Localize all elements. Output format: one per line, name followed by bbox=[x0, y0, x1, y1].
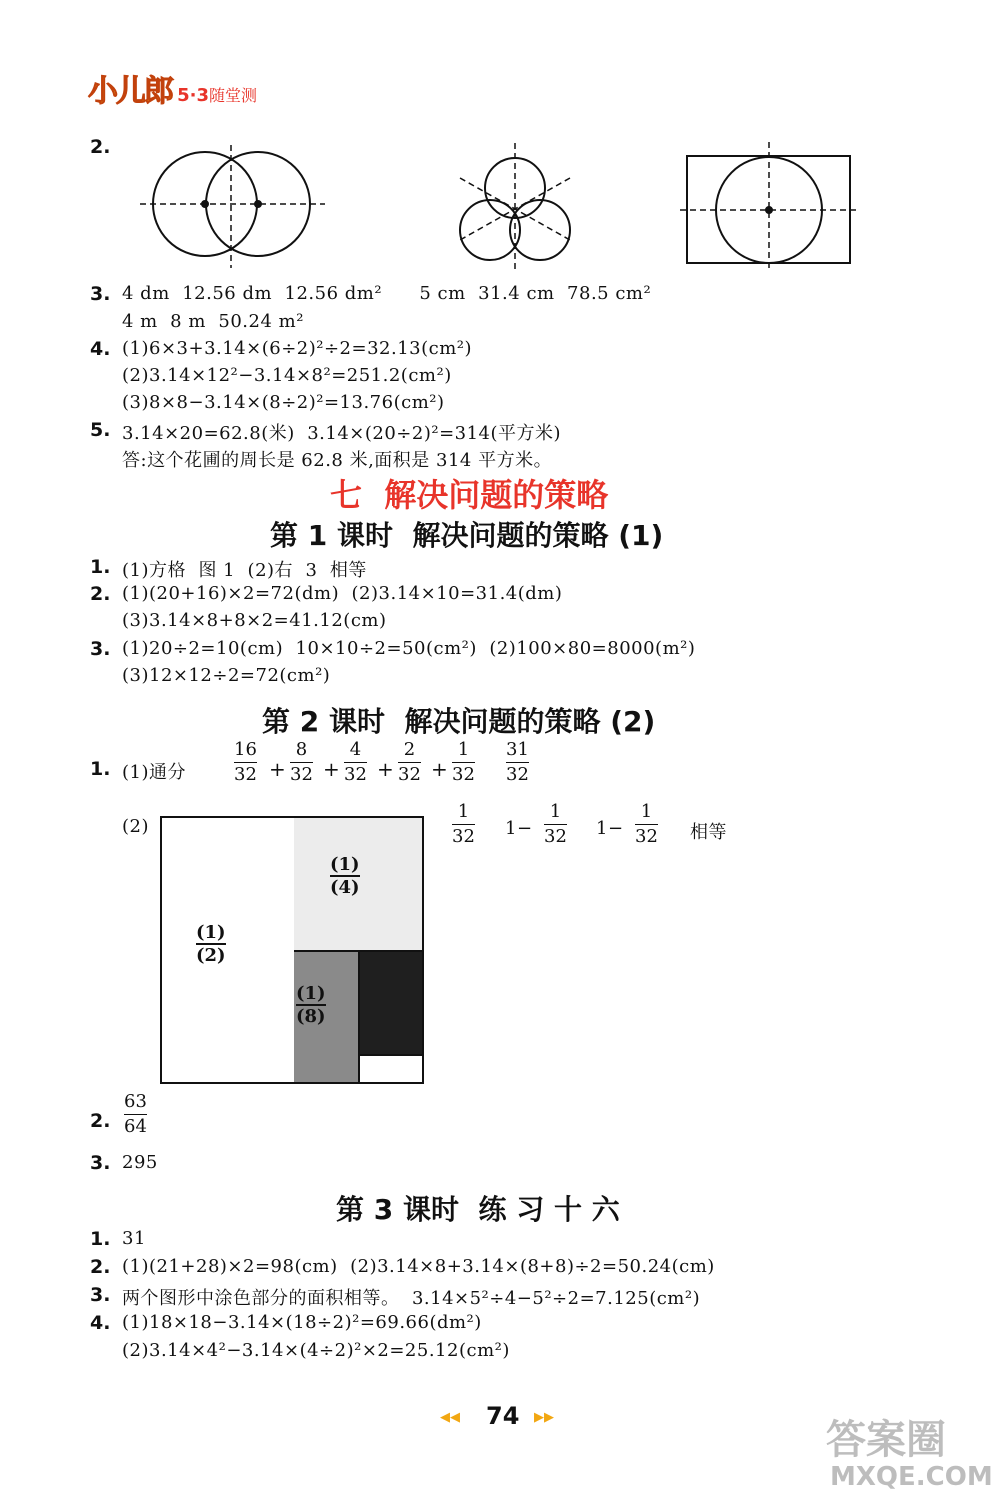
l3-q3-number: 3. bbox=[90, 1284, 111, 1306]
fraction-8-32: 8 32 bbox=[290, 739, 313, 785]
quarter-label: (1) (4) bbox=[330, 854, 360, 898]
fraction-1-32: 1 32 bbox=[635, 801, 658, 847]
brand-name: 小儿郎 bbox=[88, 74, 172, 109]
watermark-url: MXQE.COM bbox=[830, 1462, 993, 1492]
square-circle-figure bbox=[680, 142, 860, 272]
chapter-title: 七 解决问题的策略 bbox=[330, 476, 609, 514]
l1-q1-answer: (1)方格 图 1 (2)右 3 相等 bbox=[122, 560, 367, 581]
q4-line1: (1)6×3+3.14×(6÷2)²÷2=32.13(cm²) bbox=[122, 338, 473, 359]
right-arrows-icon: ▶▶ bbox=[534, 1410, 554, 1425]
center-dot bbox=[766, 207, 772, 213]
l3-q4-number: 4. bbox=[90, 1312, 111, 1334]
remaining-region bbox=[360, 1056, 422, 1082]
plus-sign: + bbox=[323, 757, 340, 781]
brand-logo bbox=[88, 66, 257, 110]
l3-q2-answer: (1)(21+28)×2=98(cm) (2)3.14×8+3.14×(8+8)÷2=50.24(cm) bbox=[122, 1256, 715, 1277]
l1-q2-line1: (1)(20+16)×2=72(dm) (2)3.14×10=31.4(dm) bbox=[122, 583, 563, 604]
q3-line1: 4 dm 12.56 dm 12.56 dm² 5 cm 31.4 cm 78.5 cm² bbox=[122, 283, 652, 304]
half-region bbox=[162, 818, 296, 1082]
fraction-16-32: 16 32 bbox=[234, 739, 257, 785]
question-4-number: 4. bbox=[90, 338, 111, 360]
l3-q4-line1: (1)18×18−3.14×(18÷2)²=69.66(dm²) bbox=[122, 1312, 482, 1333]
fraction-1-32: 1 32 bbox=[452, 801, 475, 847]
center-dot bbox=[255, 201, 261, 207]
l1-q1-number: 1. bbox=[90, 556, 111, 578]
watermark-logo: 答案圈 bbox=[826, 1417, 946, 1463]
circle-diagrams bbox=[130, 140, 870, 275]
half-label: (1) (2) bbox=[196, 922, 226, 966]
q5-line1: 3.14×20=62.8(米) 3.14×(20÷2)²=314(平方米) bbox=[122, 423, 562, 444]
plus-sign: + bbox=[377, 757, 394, 781]
question-2-number: 2. bbox=[90, 136, 111, 158]
equal-word: 相等 bbox=[690, 822, 727, 843]
l3-q1-answer: 31 bbox=[122, 1228, 146, 1249]
center-dot bbox=[202, 201, 208, 207]
lesson-3-title: 第 3 课时 练 习 十 六 bbox=[336, 1193, 620, 1226]
l2-q3-number: 3. bbox=[90, 1152, 111, 1174]
l1-q3-line2: (3)12×12÷2=72(cm²) bbox=[122, 665, 331, 686]
question-3-number: 3. bbox=[90, 283, 111, 305]
lesson-2-title: 第 2 课时 解决问题的策略 (2) bbox=[262, 705, 656, 738]
fraction-31-32: 31 32 bbox=[506, 739, 529, 785]
q5-answer: 答:这个花圃的周长是 62.8 米,面积是 314 平方米。 bbox=[122, 450, 553, 471]
l2-q1-part1-label: (1)通分 bbox=[122, 762, 186, 783]
question-5-number: 5. bbox=[90, 419, 111, 441]
fraction-4-32: 4 32 bbox=[344, 739, 367, 785]
l2-q2-number: 2. bbox=[90, 1110, 111, 1132]
one-minus: 1− bbox=[505, 818, 533, 839]
fraction-63-64: 63 64 bbox=[124, 1091, 147, 1137]
l3-q3-answer: 两个图形中涂色部分的面积相等。 3.14×5²÷4−5²÷2=7.125(cm²) bbox=[122, 1288, 701, 1309]
three-circles-figure bbox=[460, 143, 570, 270]
two-circles-figure bbox=[140, 145, 325, 268]
brand-subtitle: 随堂测 bbox=[208, 86, 257, 105]
page-number: 74 bbox=[486, 1402, 520, 1430]
l2-q3-answer: 295 bbox=[122, 1152, 158, 1173]
l3-q1-number: 1. bbox=[90, 1228, 111, 1250]
left-arrows-icon: ◀◀ bbox=[440, 1410, 460, 1425]
plus-sign: + bbox=[269, 757, 286, 781]
fraction-2-32: 2 32 bbox=[398, 739, 421, 785]
lesson-1-title: 第 1 课时 解决问题的策略 (1) bbox=[270, 519, 664, 552]
l1-q3-number: 3. bbox=[90, 638, 111, 660]
l2-q1-part2-label: (2) bbox=[122, 816, 149, 837]
fraction-1-32: 1 32 bbox=[544, 801, 567, 847]
l1-q3-line1: (1)20÷2=10(cm) 10×10÷2=50(cm²) (2)100×80=8000(m²) bbox=[122, 638, 696, 659]
one-minus: 1− bbox=[596, 818, 624, 839]
q4-line2: (2)3.14×12²−3.14×8²=251.2(cm²) bbox=[122, 365, 452, 386]
q4-line3: (3)8×8−3.14×(8÷2)²=13.76(cm²) bbox=[122, 392, 445, 413]
l3-q4-line2: (2)3.14×4²−3.14×(4÷2)²×2=25.12(cm²) bbox=[122, 1340, 510, 1361]
brand-series: 5·3 bbox=[177, 85, 209, 106]
l2-q1-number: 1. bbox=[90, 758, 111, 780]
plus-sign: + bbox=[431, 757, 448, 781]
fraction-1-32: 1 32 bbox=[452, 739, 475, 785]
q3-line2: 4 m 8 m 50.24 m² bbox=[122, 311, 304, 332]
l1-q2-line2: (3)3.14×8+8×2=41.12(cm) bbox=[122, 610, 387, 631]
sixteenth-region bbox=[360, 952, 422, 1056]
eighth-label: (1) (8) bbox=[296, 983, 326, 1027]
l3-q2-number: 2. bbox=[90, 1256, 111, 1278]
l1-q2-number: 2. bbox=[90, 583, 111, 605]
